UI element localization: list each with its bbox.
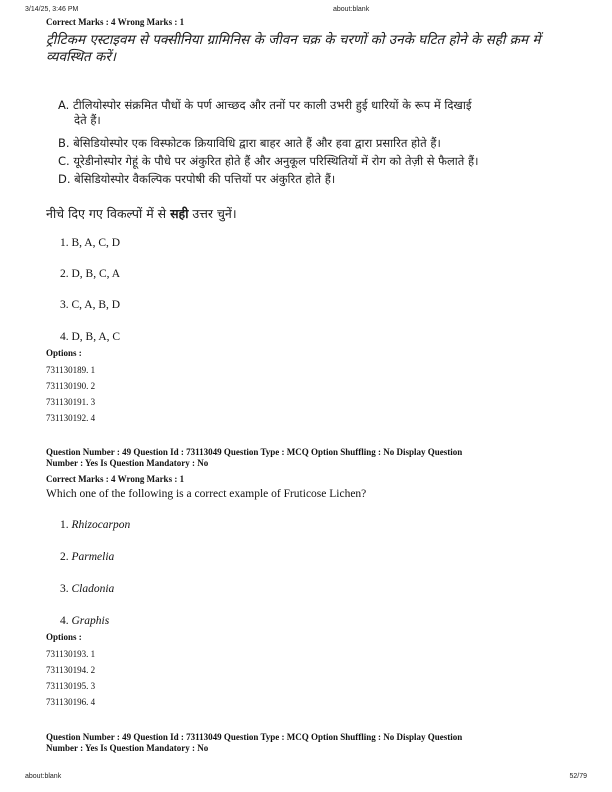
q49-option-4 [60, 615, 109, 627]
statement-text: बेसिडियोस्पोर वैकल्पिक परपोषी की पत्तियों पर अंकुरित होते हैं। [74, 172, 336, 186]
option-number: 1. [60, 519, 69, 531]
statement-text-cont: देते हैं। [74, 113, 101, 127]
q48-instruction [46, 205, 237, 222]
instruction-text: नीचे दिए गए विकल्पों में से [46, 206, 171, 221]
statement-label: B. [58, 136, 70, 150]
option-number: 4. [60, 615, 69, 627]
q48-statement-c [58, 154, 608, 169]
q49-options-label: Options : [46, 632, 82, 642]
statement-text: बेसिडियोस्पोर एक विस्फोटक क्रियाविधि द्वारा बाहर आते हैं और हवा द्वारा प्रसारित होते हैं। [73, 136, 441, 150]
q49-option-1 [60, 519, 130, 531]
option-number: 2. [60, 551, 69, 563]
q48-title-line1: ट्रीटिकम एस्टाइवम से पक्सीनिया ग्रामिनिस के जीवन चक्र के चरणों को उनके घटित होने के सही क्रम में [46, 32, 541, 48]
q48-title-line2: व्यवस्थित करें। [46, 49, 117, 65]
q48-statement-a [58, 98, 593, 128]
instruction-text-end: उत्तर चुनें। [188, 206, 237, 221]
q48-statement-b [58, 136, 603, 151]
q48-option-2: 2. D, B, C, A [60, 268, 121, 280]
q48-option-1: 1. B, A, C, D [60, 237, 121, 249]
q48-options-label: Options : [46, 348, 82, 358]
q49-option-code-1: 731130193. 1 [46, 649, 96, 659]
q48-title [46, 32, 591, 66]
q49b-meta-line1: Question Number : 49 Question Id : 73113049 Question Type : MCQ Option Shuffling : No Display Question [46, 732, 463, 742]
q49-option-2 [60, 551, 114, 563]
q49-option-3 [60, 583, 114, 595]
q48-option-code-3: 731130191. 3 [46, 397, 96, 407]
page-number: 52/79 [569, 773, 587, 780]
q48-marks: Correct Marks : 4 Wrong Marks : 1 [46, 17, 185, 27]
q49-question: Which one of the following is a correct example of Fruticose Lichen? [46, 488, 367, 500]
q49b-meta-line2: Number : Yes Is Question Mandatory : No [46, 743, 209, 753]
statement-label: C. [58, 154, 70, 168]
q48-option-3: 3. C, A, B, D [60, 299, 121, 311]
option-name: Cladonia [71, 583, 115, 595]
option-name: Parmelia [71, 551, 115, 563]
q49-marks: Correct Marks : 4 Wrong Marks : 1 [46, 474, 185, 484]
q49-meta-line1: Question Number : 49 Question Id : 73113049 Question Type : MCQ Option Shuffling : No Display Question [46, 447, 463, 457]
option-number: 3. [60, 583, 69, 595]
q48-option-code-1: 731130189. 1 [46, 365, 96, 375]
q49b-meta [46, 732, 462, 754]
statement-label: D. [58, 172, 71, 186]
statement-text: टीलियोस्पोर संक्रमित पौधों के पर्ण आच्छद और तनों पर काली उभरी हुई धारियों के रूप में दिखाई [72, 98, 472, 112]
option-name: Rhizocarpon [71, 519, 131, 531]
q49-meta-line2: Number : Yes Is Question Mandatory : No [46, 458, 209, 468]
q48-option-code-2: 731130190. 2 [46, 381, 96, 391]
q49-option-code-4: 731130196. 4 [46, 697, 96, 707]
q49-option-code-2: 731130194. 2 [46, 665, 96, 675]
q49-option-code-3: 731130195. 3 [46, 681, 96, 691]
q49-meta [46, 447, 462, 469]
statement-label: A. [58, 98, 70, 112]
statement-text: यूरेडीनोस्पोर गेहूं के पौधे पर अंकुरित होते हैं और अनुकूल परिस्थितियों में रोग को तेज़ी से फैलाते हैं। [73, 154, 479, 168]
header-datetime: 3/14/25, 3:46 PM [25, 6, 79, 13]
q48-statement-d [58, 172, 603, 187]
q48-option-4: 4. D, B, A, C [60, 331, 121, 343]
option-name: Graphis [71, 615, 110, 627]
header-title: about:blank [333, 6, 370, 13]
q48-option-code-4: 731130192. 4 [46, 413, 96, 423]
instruction-bold: सही [170, 206, 189, 221]
footer-url: about:blank [25, 773, 62, 780]
